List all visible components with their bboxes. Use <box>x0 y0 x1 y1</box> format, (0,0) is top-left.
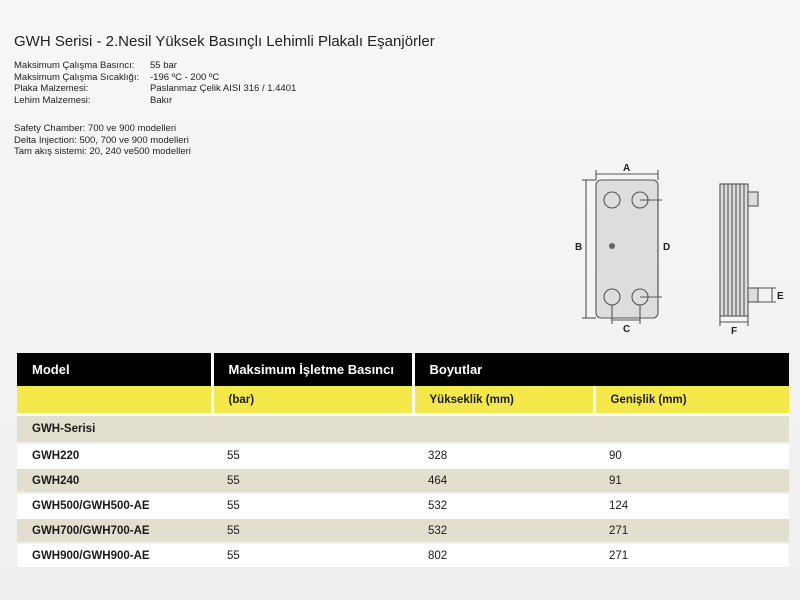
header-pressure: Maksimum İşletme Basıncı <box>212 353 413 386</box>
cell-height: 464 <box>413 468 594 493</box>
cell-width: 124 <box>594 493 789 518</box>
dim-label-d: D <box>663 242 671 253</box>
cell-model: GWH240 <box>17 468 212 493</box>
model-notes <box>14 123 191 158</box>
spec-row <box>14 83 296 95</box>
table-subheader-row <box>17 386 789 415</box>
cell-width: 271 <box>594 543 789 567</box>
subheader-empty <box>17 386 212 415</box>
table-row <box>17 443 789 468</box>
spec-row <box>14 95 296 107</box>
note-line: Delta Injection: 500, 700 ve 900 modelleri <box>14 134 189 146</box>
subheader-height: Yükseklik (mm) <box>413 386 594 415</box>
spec-label: Lehim Malzemesi: <box>14 94 91 106</box>
note-line: Tam akış sistemi: 20, 240 ve500 modelleri <box>14 146 191 157</box>
cell-pressure: 55 <box>212 493 413 518</box>
table-header-row <box>17 353 789 386</box>
spec-row <box>14 60 296 72</box>
page-title: GWH Serisi - 2.Nesil Yüksek Basınçlı Lehimli Plakalı Eşanjörler <box>14 33 435 50</box>
dim-label-e: E <box>777 291 784 302</box>
subheader-unit: (bar) <box>212 386 413 415</box>
table-row <box>17 493 789 518</box>
dimension-drawing <box>572 160 792 340</box>
connector-top <box>748 192 758 206</box>
group-label: GWH-Serisi <box>17 415 789 444</box>
cell-height: 802 <box>413 543 594 567</box>
cell-pressure: 55 <box>212 543 413 567</box>
cell-pressure: 55 <box>212 518 413 543</box>
cell-model: GWH900/GWH900-AE <box>17 543 212 567</box>
cell-width: 271 <box>594 518 789 543</box>
dim-label-f: F <box>731 326 738 337</box>
spec-row <box>14 72 296 84</box>
spec-value: 55 bar <box>150 60 177 71</box>
table-row <box>17 468 789 493</box>
model-table <box>17 353 789 567</box>
group-row <box>17 415 789 444</box>
note-line: Safety Chamber: 700 ve 900 modelleri <box>14 123 177 134</box>
dim-label-a: A <box>623 163 631 174</box>
header-model: Model <box>17 353 212 386</box>
spec-label: Plaka Malzemesi: <box>14 83 89 94</box>
cell-height: 532 <box>413 493 594 518</box>
spec-list <box>14 60 296 106</box>
cell-height: 328 <box>413 443 594 468</box>
spec-label: Maksimum Çalışma Basıncı: <box>14 60 135 71</box>
cell-model: GWH500/GWH500-AE <box>17 493 212 518</box>
center-mark <box>609 243 615 249</box>
spec-value: -196 ºC - 200 ºC <box>150 71 220 83</box>
cell-model: GWH220 <box>17 443 212 468</box>
spec-value: Paslanmaz Çelik AISI 316 / 1.4401 <box>150 83 297 94</box>
table-row <box>17 543 789 567</box>
cell-width: 90 <box>594 443 789 468</box>
cell-pressure: 55 <box>212 468 413 493</box>
dim-label-b: B <box>575 242 583 253</box>
header-dimensions: Boyutlar <box>413 353 789 386</box>
cell-height: 532 <box>413 518 594 543</box>
cell-width: 91 <box>594 468 789 493</box>
spec-label: Maksimum Çalışma Sıcaklığı: <box>14 71 140 83</box>
cell-pressure: 55 <box>212 443 413 468</box>
subheader-width: Genişlik (mm) <box>594 386 789 415</box>
table-row <box>17 518 789 543</box>
spec-value: Bakır <box>150 94 173 106</box>
dim-label-c: C <box>623 324 631 335</box>
connector-bottom <box>748 288 758 302</box>
cell-model: GWH700/GWH700-AE <box>17 518 212 543</box>
